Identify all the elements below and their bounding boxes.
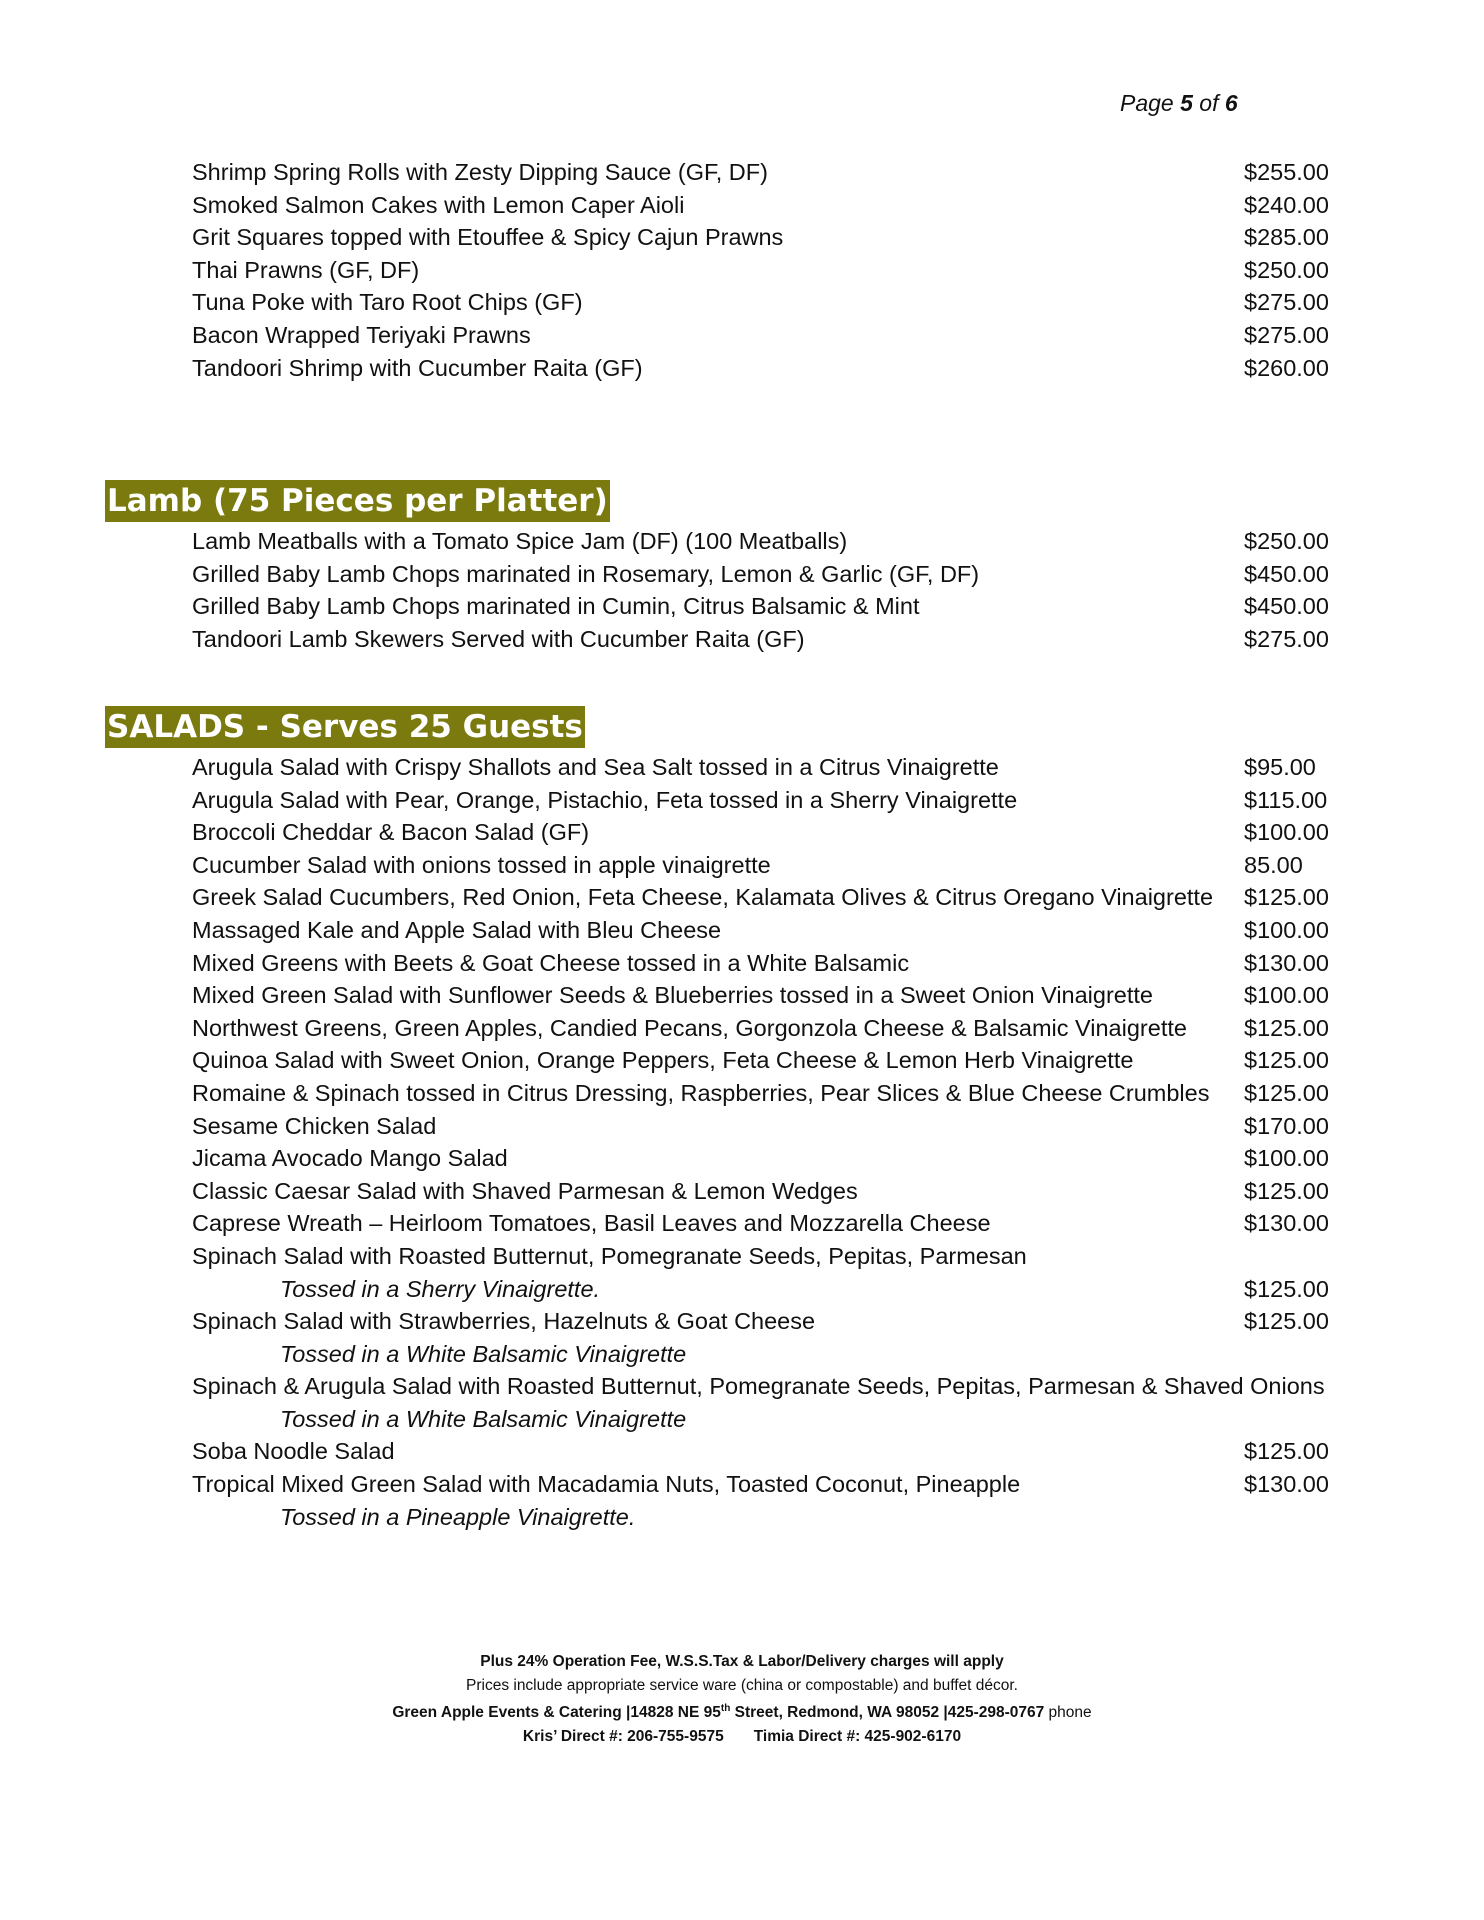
menu-item-label: Grilled Baby Lamb Chops marinated in Rosemary, Lemon & Garlic (GF, DF) xyxy=(192,560,980,587)
menu-item xyxy=(192,816,1362,849)
menu-item-price: $130.00 xyxy=(1244,1471,1329,1498)
menu-item xyxy=(192,1468,1362,1501)
menu-item xyxy=(192,849,1362,882)
footer-direct-lines: Kris’ Direct #: 206-755-9575 Timia Direct #: 425-902-6170 xyxy=(522,1727,962,1745)
menu-item-price: $260.00 xyxy=(1244,354,1329,381)
menu-item-label: Tossed in a Pineapple Vinaigrette. xyxy=(280,1503,636,1530)
menu-item-label: Spinach Salad with Roasted Butternut, Pomegranate Seeds, Pepitas, Parmesan xyxy=(192,1242,1027,1269)
menu-item xyxy=(192,1012,1362,1045)
menu-item-price: $125.00 xyxy=(1244,1014,1329,1041)
menu-item xyxy=(192,1403,1362,1436)
menu-item-price: $130.00 xyxy=(1244,949,1329,976)
menu-item xyxy=(192,189,1362,222)
menu-item-label: Tossed in a White Balsamic Vinaigrette xyxy=(280,1405,687,1432)
lamb-heading: Lamb (75 Pieces per Platter) xyxy=(105,480,610,522)
menu-item-label: Grilled Baby Lamb Chops marinated in Cumin, Citrus Balsamic & Mint xyxy=(192,593,920,620)
menu-item-price: $450.00 xyxy=(1244,593,1329,620)
menu-item xyxy=(192,881,1362,914)
menu-item-label: Mixed Greens with Beets & Goat Cheese tossed in a White Balsamic xyxy=(192,949,910,976)
menu-item xyxy=(192,1435,1362,1468)
menu-item-label: Jicama Avocado Mango Salad xyxy=(192,1145,508,1172)
menu-item-label: Tuna Poke with Taro Root Chips (GF) xyxy=(192,289,583,316)
footer xyxy=(0,1650,1484,1748)
menu-item-label: Tandoori Lamb Skewers Served with Cucumber Raita (GF) xyxy=(192,625,805,652)
menu-item-label: Classic Caesar Salad with Shaved Parmesan & Lemon Wedges xyxy=(192,1177,858,1204)
menu-item-price: $240.00 xyxy=(1244,191,1329,218)
menu-item xyxy=(192,221,1362,254)
menu-item xyxy=(192,1338,1362,1371)
menu-item xyxy=(192,558,1362,591)
shrimp-list xyxy=(192,156,1362,384)
menu-item xyxy=(192,914,1362,947)
menu-item-price: $125.00 xyxy=(1244,1275,1329,1302)
salads-list xyxy=(192,751,1362,1533)
menu-item-price: $95.00 xyxy=(1244,754,1316,780)
menu-item-label: Quinoa Salad with Sweet Onion, Orange Peppers, Feta Cheese & Lemon Herb Vinaigrette xyxy=(192,1047,1134,1074)
menu-item-price: $275.00 xyxy=(1244,321,1329,348)
menu-item-price: $170.00 xyxy=(1244,1112,1329,1139)
lamb-list xyxy=(192,525,1362,655)
menu-item-label: Arugula Salad with Crispy Shallots and Sea Salt tossed in a Citrus Vinaigrette xyxy=(192,754,999,780)
footer-fee-note: Plus 24% Operation Fee, W.S.S.Tax & Labor/Delivery charges will apply xyxy=(480,1653,1004,1670)
menu-item-label: Grit Squares topped with Etouffee & Spicy Cajun Prawns xyxy=(192,224,784,251)
menu-item xyxy=(192,1044,1362,1077)
menu-item-label: Tropical Mixed Green Salad with Macadamia Nuts, Toasted Coconut, Pineapple xyxy=(192,1471,1021,1498)
menu-item-label: Tandoori Shrimp with Cucumber Raita (GF) xyxy=(192,354,643,381)
menu-item-price: $125.00 xyxy=(1244,1177,1329,1204)
menu-item xyxy=(192,947,1362,980)
menu-item-label: Thai Prawns (GF, DF) xyxy=(192,256,420,283)
menu-item-label: Spinach & Arugula Salad with Roasted Butternut, Pomegranate Seeds, Pepitas, Parmesan & Shaved Onions xyxy=(192,1373,1325,1400)
menu-item-label: Northwest Greens, Green Apples, Candied Pecans, Gorgonzola Cheese & Balsamic Vinaigrette xyxy=(192,1014,1187,1041)
page-number: Page 5 of 6 xyxy=(1120,90,1238,116)
menu-item-price: $125.00 xyxy=(1244,1308,1329,1335)
menu-item xyxy=(192,590,1362,623)
menu-item-label: Spinach Salad with Strawberries, Hazelnuts & Goat Cheese xyxy=(192,1308,816,1335)
menu-item-label: Arugula Salad with Pear, Orange, Pistachio, Feta tossed in a Sherry Vinaigrette xyxy=(192,786,1018,813)
menu-item xyxy=(192,1175,1362,1208)
menu-item-label: Greek Salad Cucumbers, Red Onion, Feta Cheese, Kalamata Olives & Citrus Oregano Vinaigrette xyxy=(192,884,1214,911)
menu-item-label: Caprese Wreath – Heirloom Tomatoes, Basil Leaves and Mozzarella Cheese xyxy=(192,1210,991,1237)
menu-item-label: Lamb Meatballs with a Tomato Spice Jam (DF) (100 Meatballs) xyxy=(192,528,848,554)
menu-item-label: Bacon Wrapped Teriyaki Prawns xyxy=(192,321,531,348)
menu-item-price: $275.00 xyxy=(1244,289,1329,316)
menu-item-label: Mixed Green Salad with Sunflower Seeds & Blueberries tossed in a Sweet Onion Vinaigrette xyxy=(192,982,1153,1009)
menu-item-price: $250.00 xyxy=(1244,528,1329,554)
menu-item xyxy=(192,286,1362,319)
menu-item-label: Shrimp Spring Rolls with Zesty Dipping Sauce (GF, DF) xyxy=(192,159,768,185)
menu-item xyxy=(192,525,1362,558)
menu-item xyxy=(192,1501,1362,1534)
menu-item xyxy=(192,751,1362,784)
menu-item xyxy=(192,1273,1362,1306)
menu-item-label: Soba Noodle Salad xyxy=(192,1438,395,1465)
footer-address: Green Apple Events & Catering |14828 NE 95th Street, Redmond, WA 98052 |425-298-0767 phone xyxy=(392,1703,1092,1722)
menu-item-label: Smoked Salmon Cakes with Lemon Caper Aioli xyxy=(192,191,685,218)
menu-item xyxy=(192,1142,1362,1175)
menu-item-label: Cucumber Salad with onions tossed in apple vinaigrette xyxy=(192,851,771,878)
salads-heading: SALADS - Serves 25 Guests xyxy=(105,706,585,748)
menu-item-price: $125.00 xyxy=(1244,1047,1329,1074)
menu-item-price: $275.00 xyxy=(1244,625,1329,652)
menu-item-price: $255.00 xyxy=(1244,159,1329,185)
menu-item xyxy=(192,1305,1362,1338)
menu-item xyxy=(192,623,1362,656)
menu-item-price: $285.00 xyxy=(1244,224,1329,251)
menu-item-price: $100.00 xyxy=(1244,982,1329,1009)
menu-item-price: 85.00 xyxy=(1244,851,1303,878)
menu-item-price: $125.00 xyxy=(1244,1438,1329,1465)
menu-item-price: $115.00 xyxy=(1244,786,1328,813)
menu-item xyxy=(192,1077,1362,1110)
menu-item-price: $100.00 xyxy=(1244,819,1329,846)
menu-item-price: $100.00 xyxy=(1244,1145,1329,1172)
menu-item-price: $125.00 xyxy=(1244,884,1329,911)
menu-item xyxy=(192,352,1362,385)
menu-item xyxy=(192,1240,1362,1273)
menu-item xyxy=(192,979,1362,1012)
menu-item-label: Romaine & Spinach tossed in Citrus Dressing, Raspberries, Pear Slices & Blue Cheese Crumbles xyxy=(192,1079,1210,1106)
menu-item-label: Tossed in a Sherry Vinaigrette. xyxy=(280,1275,601,1302)
menu-item-label: Massaged Kale and Apple Salad with Bleu Cheese xyxy=(192,916,722,943)
menu-item-label: Sesame Chicken Salad xyxy=(192,1112,437,1139)
footer-prices-note: Prices include appropriate service ware (china or compostable) and buffet décor. xyxy=(466,1676,1018,1694)
menu-item xyxy=(192,254,1362,287)
menu-item xyxy=(192,319,1362,352)
menu-item xyxy=(192,1207,1362,1240)
menu-item-price: $250.00 xyxy=(1244,256,1329,283)
menu-item-price: $450.00 xyxy=(1244,560,1329,587)
menu-item xyxy=(192,784,1362,817)
menu-item xyxy=(192,1110,1362,1143)
menu-item-label: Broccoli Cheddar & Bacon Salad (GF) xyxy=(192,819,590,846)
menu-item-label: Tossed in a White Balsamic Vinaigrette xyxy=(280,1340,687,1367)
menu-item-price: $125.00 xyxy=(1244,1079,1329,1106)
menu-item-price: $100.00 xyxy=(1244,916,1329,943)
menu-item xyxy=(192,1370,1362,1403)
menu-item-price: $130.00 xyxy=(1244,1210,1329,1237)
menu-item xyxy=(192,156,1362,189)
